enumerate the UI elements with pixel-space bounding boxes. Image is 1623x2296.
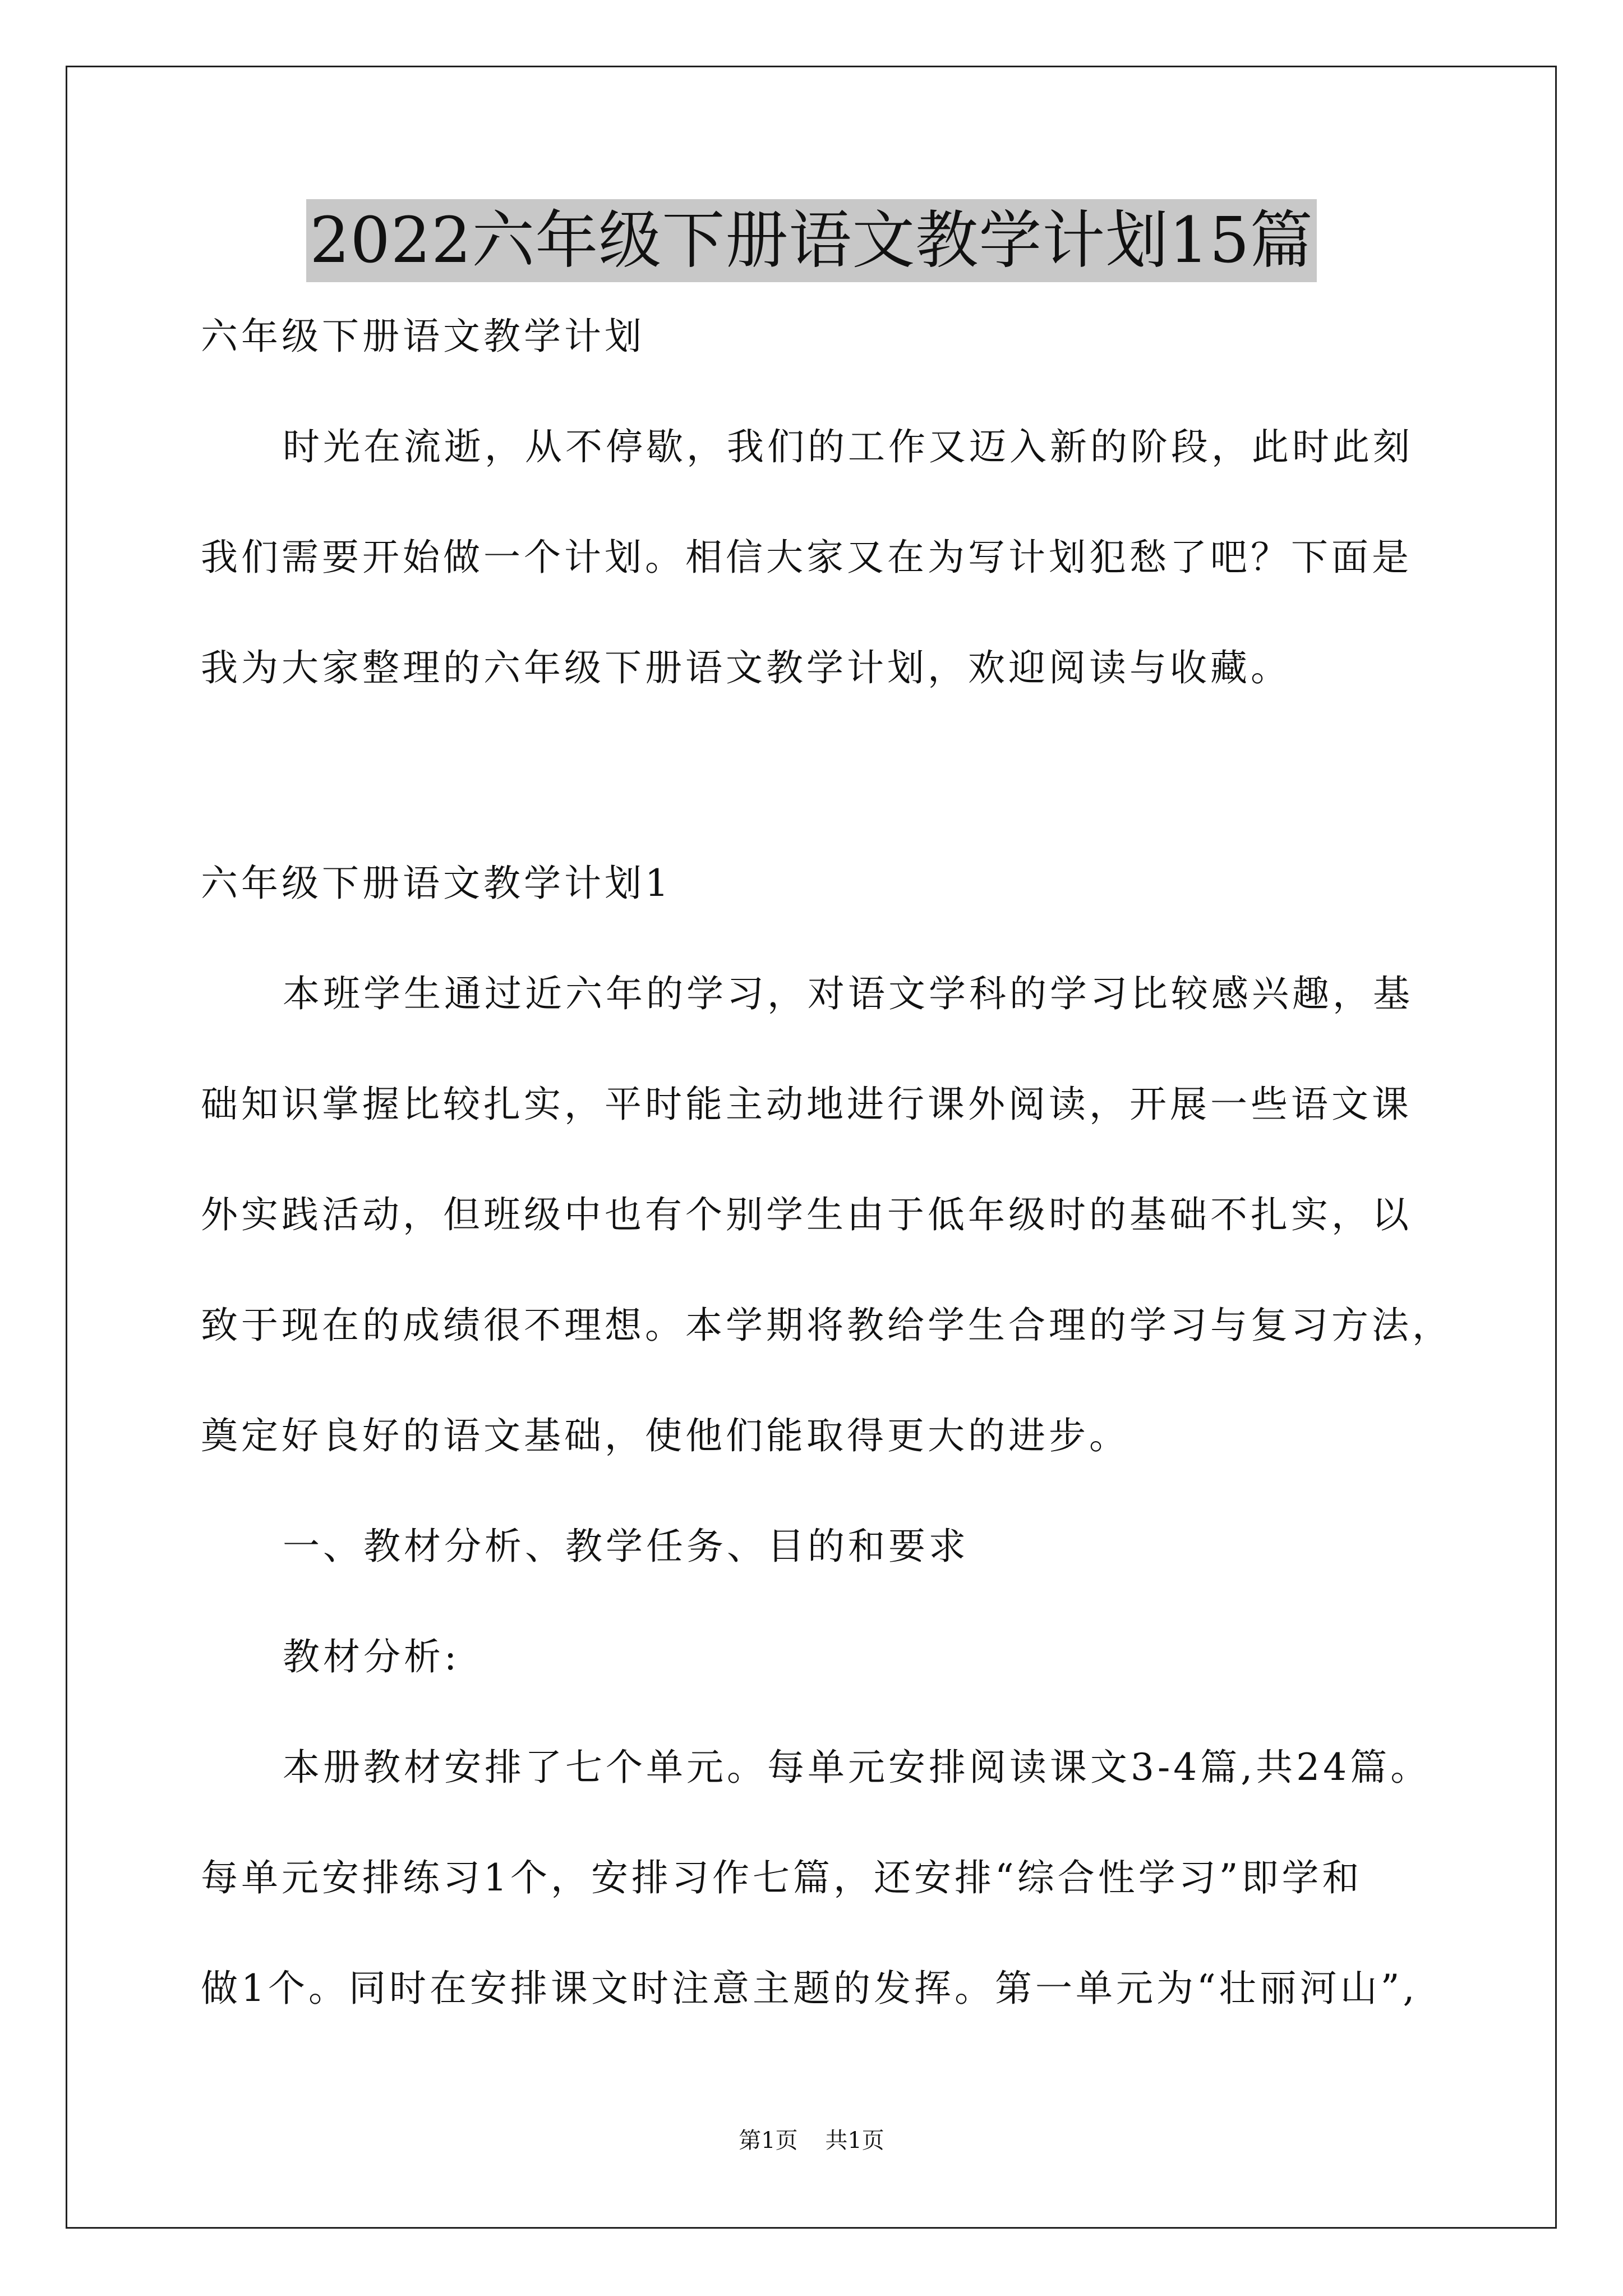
- page-footer: [0, 2126, 1623, 2155]
- paragraph-line: 每单元安排练习1个，安排习作七篇，还安排“综合性学习”即学和: [201, 1856, 1363, 1899]
- paragraph-line: 一、教材分析、教学任务、目的和要求: [283, 1525, 969, 1568]
- paragraph-line: 本班学生通过近六年的学习，对语文学科的学习比较感兴趣，基: [283, 972, 1413, 1015]
- document-title: 2022六年级下册语文教学计划15篇: [306, 199, 1317, 282]
- paragraph-line: 我们需要开始做一个计划。相信大家又在为写计划犯愁了吧？下面是: [201, 536, 1412, 579]
- document-body: [201, 309, 1453, 2017]
- page-total: 共1页: [825, 2128, 884, 2154]
- paragraph-line: 六年级下册语文教学计划: [201, 315, 645, 358]
- paragraph-line: 做1个。同时在安排课文时注意主题的发挥。第一单元为“壮丽河山”,: [201, 1967, 1418, 2010]
- paragraph-line: 教材分析:: [283, 1635, 460, 1678]
- paragraph-line: 六年级下册语文教学计划1: [201, 862, 672, 905]
- title-container: [0, 199, 1623, 282]
- paragraph-line: 时光在流逝，从不停歇，我们的工作又迈入新的阶段，此时此刻: [283, 425, 1413, 468]
- paragraph-line: 我为大家整理的六年级下册语文教学计划，欢迎阅读与收藏。: [201, 646, 1291, 689]
- paragraph-line: 外实践活动，但班级中也有个别学生由于低年级时的基础不扎实，以: [201, 1193, 1412, 1236]
- paragraph-line: 础知识掌握比较扎实，平时能主动地进行课外阅读，开展一些语文课: [201, 1083, 1412, 1126]
- paragraph-line: 奠定好良好的语文基础，使他们能取得更大的进步。: [201, 1414, 1129, 1457]
- paragraph-line: 本册教材安排了七个单元。每单元安排阅读课文3-4篇,共24篇。: [283, 1746, 1431, 1789]
- paragraph-line: 致于现在的成绩很不理想。本学期将教给学生合理的学习与复习方法，: [201, 1304, 1453, 1347]
- page-number: 第1页: [739, 2128, 798, 2154]
